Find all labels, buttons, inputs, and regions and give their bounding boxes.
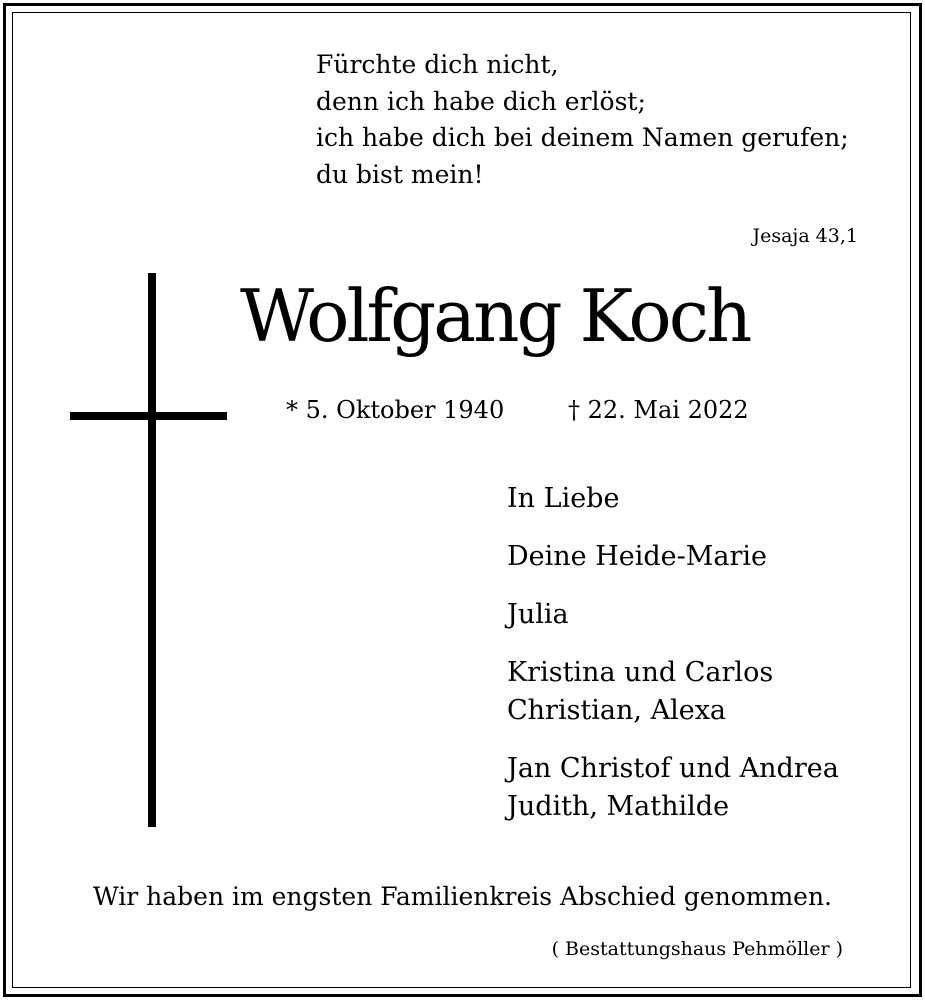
mourners-list	[507, 480, 839, 846]
bible-verse	[316, 47, 849, 193]
mourner-group	[507, 654, 839, 730]
mourner-line: Christian, Alexa	[507, 695, 727, 726]
mourner-line: Kristina und Carlos	[507, 657, 774, 688]
verse-reference: Jesaja 43,1	[752, 225, 858, 247]
verse-line: denn ich habe dich erlöst;	[316, 86, 646, 116]
mourner-line: Julia	[507, 599, 569, 630]
verse-line: du bist mein!	[316, 159, 484, 189]
mourner-group	[507, 480, 839, 518]
mourner-group	[507, 750, 839, 826]
verse-line: ich habe dich bei deinem Namen gerufen;	[316, 123, 849, 152]
farewell-text: Wir haben im engsten Familienkreis Abschied genommen.	[92, 882, 832, 911]
mourner-line: Deine Heide-Marie	[507, 541, 768, 572]
mourner-line: Judith, Mathilde	[507, 791, 730, 822]
mourner-group	[507, 538, 839, 576]
death-date: † 22. Mai 2022	[568, 396, 749, 424]
mourner-group	[507, 596, 839, 634]
cross-horizontal-bar	[70, 412, 227, 420]
mourner-line: Jan Christof und Andrea	[507, 753, 839, 784]
verse-line: Fürchte dich nicht,	[316, 50, 559, 79]
undertaker-name: ( Bestattungshaus Pehmöller )	[551, 938, 843, 960]
deceased-name: Wolfgang Koch	[240, 274, 750, 358]
birth-date: * 5. Oktober 1940	[286, 396, 505, 424]
cross-vertical-bar	[148, 273, 156, 827]
mourner-line: In Liebe	[507, 483, 620, 514]
